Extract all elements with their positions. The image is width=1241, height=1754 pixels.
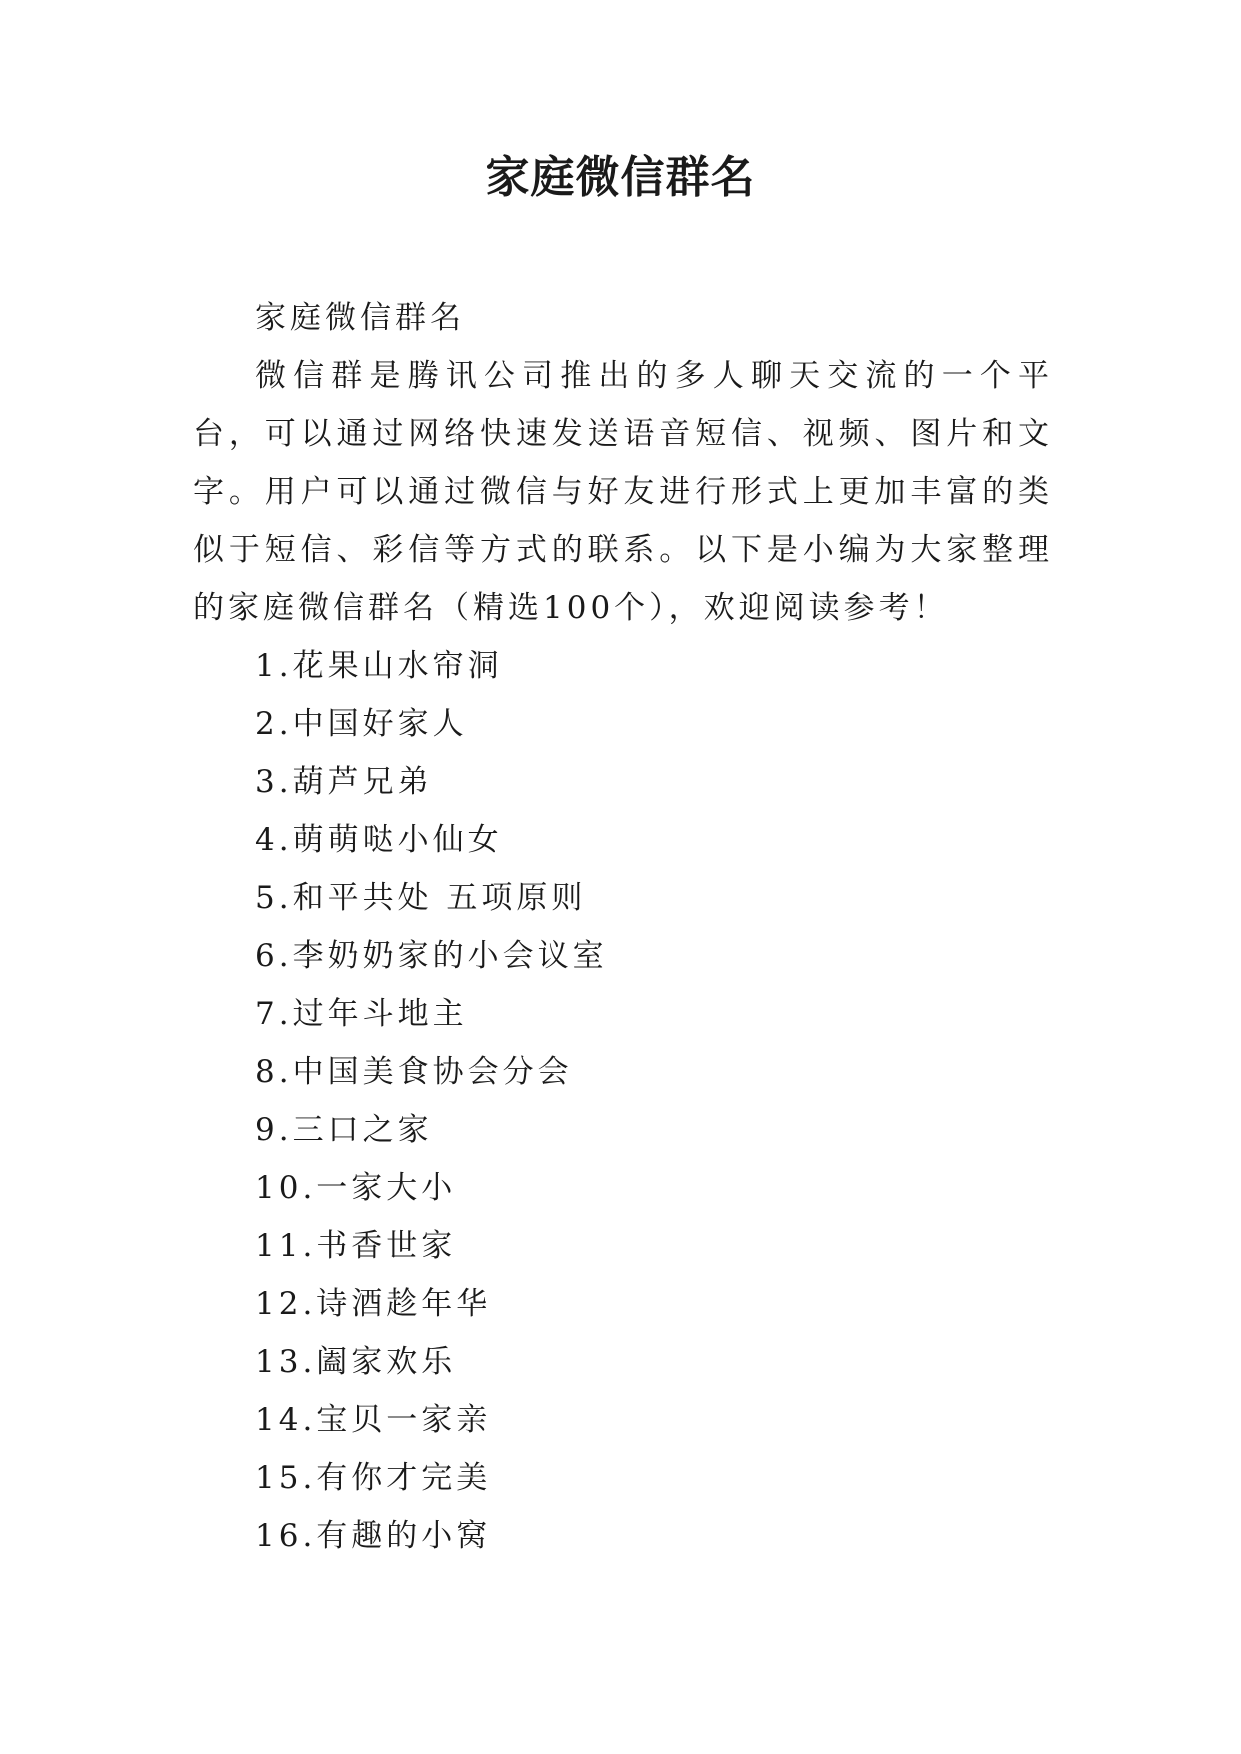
page-title: 家庭微信群名 <box>485 152 756 203</box>
list-item: 5.和平共处 五项原则 <box>255 880 587 916</box>
list-item: 15.有你才完美 <box>255 1460 492 1496</box>
list-item: 10.一家大小 <box>255 1170 457 1206</box>
list-item: 3.葫芦兄弟 <box>255 764 433 800</box>
list-item: 7.过年斗地主 <box>255 996 468 1032</box>
list-item: 14.宝贝一家亲 <box>255 1402 492 1438</box>
list-item: 12.诗酒趁年华 <box>255 1286 492 1322</box>
list-item: 9.三口之家 <box>255 1112 433 1148</box>
intro-paragraph: 微信群是腾讯公司推出的多人聊天交流的一个平台，可以通过网络快速发送语音短信、视频、图片和文字。用户可以通过微信与好友进行形式上更加丰富的类似于短信、彩信等方式的联系。以下是小编为大家整理的家庭微信群名（精选100个），欢迎阅读参考！ <box>193 358 1053 626</box>
list-item: 2.中国好家人 <box>255 706 468 742</box>
group-name-list <box>193 637 1053 1565</box>
list-item: 11.书香世家 <box>255 1228 457 1264</box>
list-item: 16.有趣的小窝 <box>255 1518 492 1554</box>
subtitle-line: 家庭微信群名 <box>255 300 465 336</box>
list-item: 6.李奶奶家的小会议室 <box>255 938 608 974</box>
document-body <box>193 289 1053 1565</box>
list-item: 13.阖家欢乐 <box>255 1344 457 1380</box>
list-item: 8.中国美食协会分会 <box>255 1054 573 1090</box>
list-item: 1.花果山水帘洞 <box>255 648 503 684</box>
list-item: 4.萌萌哒小仙女 <box>255 822 503 858</box>
